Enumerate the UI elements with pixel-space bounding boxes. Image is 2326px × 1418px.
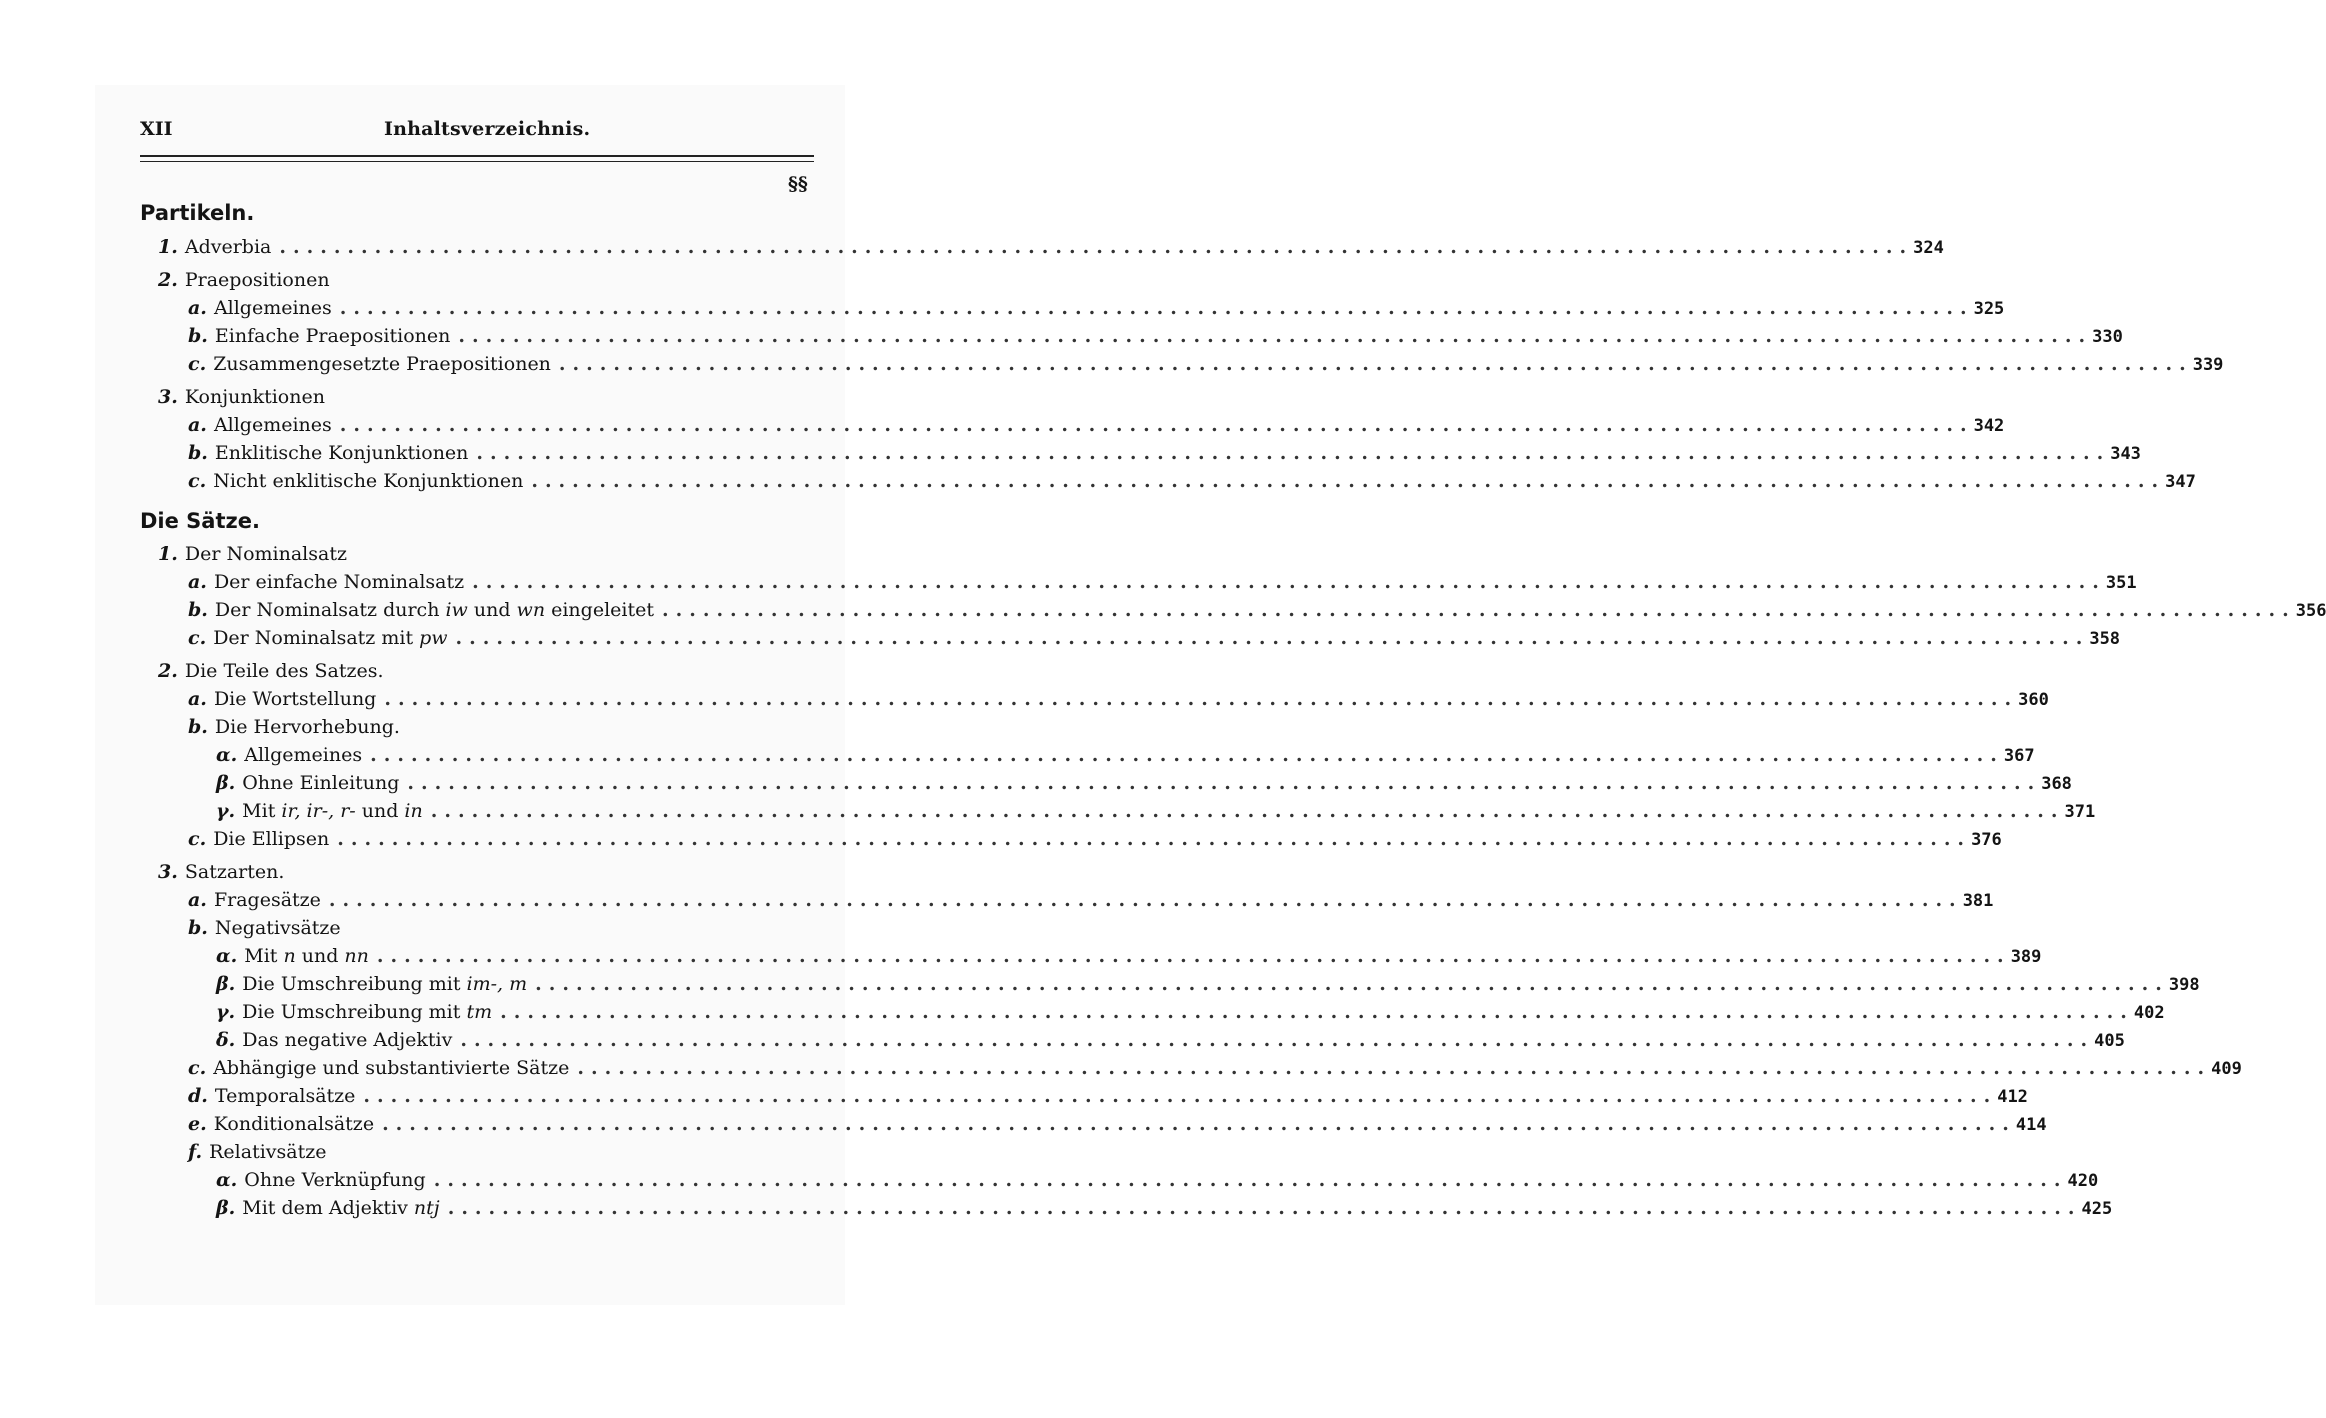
- toc-entry-label: 2.: [158, 660, 178, 682]
- section-title-saetze: Die Sätze.: [140, 509, 260, 533]
- leader-dots: ........................................................................................................................: [279, 236, 1914, 258]
- toc-entry: [158, 540, 818, 568]
- page-number: XII: [140, 118, 173, 140]
- toc-entry-page: 402: [2133, 1003, 2165, 1023]
- toc-entry: [188, 713, 818, 741]
- toc-entry-text: Relativsätze: [209, 1141, 327, 1163]
- leader-dots: ........................................................................................................................: [382, 1113, 2016, 1135]
- toc-entry: [216, 1166, 2099, 1194]
- toc-entry-page: 405: [2094, 1031, 2125, 1051]
- toc-entry: [188, 411, 2005, 439]
- toc-entry-text: Konjunktionen: [184, 386, 325, 408]
- toc-entry-text: Satzarten.: [184, 861, 285, 883]
- toc-entry-text: Allgemeines: [213, 414, 332, 436]
- leader-dots: ........................................................................................................................: [447, 1197, 2082, 1219]
- toc-entry: [188, 294, 2005, 322]
- toc-entry-page: 420: [2067, 1171, 2099, 1191]
- toc-entry-label: 1.: [158, 236, 178, 258]
- toc-entry-text: Die Wortstellung: [213, 688, 377, 710]
- toc-entry-text: Nicht enklitische Konjunktionen: [213, 470, 524, 492]
- toc-entry-page: 367: [2003, 746, 2035, 766]
- leader-dots: ........................................................................................................................: [472, 571, 2106, 593]
- toc-entry-label: b.: [188, 325, 208, 347]
- toc-entry-label: a.: [188, 297, 207, 319]
- toc-entry-label: 3.: [158, 386, 178, 408]
- leader-dots: ........................................................................................................................: [531, 470, 2166, 492]
- toc-entry-text: Negativsätze: [214, 917, 341, 939]
- toc-entry: [188, 1110, 2047, 1138]
- toc-entry: [216, 769, 2072, 797]
- leader-dots: ........................................................................................................................: [430, 800, 2065, 822]
- toc-entry-label: a.: [188, 571, 207, 593]
- toc-entry-text: Der Nominalsatz durch iw und wn eingeleitet: [214, 599, 654, 621]
- toc-entry-text: Die Hervorhebung.: [214, 716, 400, 738]
- toc-entry-label: γ.: [216, 1001, 236, 1023]
- toc-entry: [188, 596, 2326, 624]
- toc-entry-label: β.: [216, 1197, 236, 1219]
- toc-entry-label: α.: [216, 1169, 238, 1191]
- toc-entry-label: c.: [188, 470, 207, 492]
- toc-entry: [158, 266, 818, 294]
- toc-entry-text: Die Umschreibung mit tm: [242, 1001, 493, 1023]
- toc-entry-page: 343: [2110, 444, 2141, 464]
- toc-entry-label: b.: [188, 716, 208, 738]
- toc-entry-page: 339: [2192, 355, 2224, 375]
- toc-entry: [158, 657, 818, 685]
- toc-entry: [188, 350, 2224, 378]
- toc-entry-label: α.: [216, 945, 238, 967]
- toc-entry-page: 368: [2041, 774, 2072, 794]
- toc-entry-text: Praepositionen: [184, 269, 330, 291]
- leader-dots: ........................................................................................................................: [535, 973, 2169, 995]
- toc-entry: [188, 825, 2002, 853]
- toc-entry: [188, 914, 818, 942]
- toc-entry: [158, 233, 1944, 261]
- toc-entry-page: 414: [2015, 1115, 2047, 1135]
- toc-entry-text: Der Nominalsatz: [184, 543, 347, 565]
- toc-entry-text: Temporalsätze: [214, 1085, 356, 1107]
- toc-entry: [188, 1082, 2028, 1110]
- toc-entry-page: 360: [2018, 690, 2049, 710]
- leader-dots: ........................................................................................................................: [458, 325, 2093, 347]
- toc-entry-text: Adverbia: [184, 236, 272, 258]
- toc-entry-label: b.: [188, 442, 208, 464]
- toc-entry-label: a.: [188, 688, 207, 710]
- toc-entry: [188, 467, 2196, 495]
- leader-dots: ........................................................................................................................: [370, 744, 2004, 766]
- toc-entry-label: f.: [188, 1141, 203, 1163]
- toc-entry-label: b.: [188, 599, 208, 621]
- toc-entry-page: 342: [1973, 416, 2005, 436]
- toc-entry-page: 398: [2168, 975, 2200, 995]
- toc-entry-text: Die Umschreibung mit im-, m: [242, 973, 528, 995]
- toc-entry-text: Mit dem Adjektiv ntj: [242, 1197, 440, 1219]
- page-title: Inhaltsverzeichnis.: [384, 118, 591, 140]
- toc-entry-label: β.: [216, 973, 236, 995]
- toc-entry-page: 356: [2295, 601, 2326, 621]
- toc-entry-text: Einfache Praepositionen: [214, 325, 451, 347]
- toc-entry-label: 2.: [158, 269, 178, 291]
- leader-dots: ........................................................................................................................: [455, 627, 2090, 649]
- leader-dots: ........................................................................................................................: [339, 414, 1974, 436]
- toc-entry-label: e.: [188, 1113, 207, 1135]
- toc-entry-label: c.: [188, 627, 207, 649]
- toc-entry-label: β.: [216, 772, 236, 794]
- toc-entry: [216, 741, 2035, 769]
- leader-dots: ........................................................................................................................: [476, 442, 2111, 464]
- leader-dots: ........................................................................................................................: [337, 828, 1972, 850]
- toc-entry: [188, 624, 2121, 652]
- toc-entry-label: 1.: [158, 543, 178, 565]
- toc-entry-page: 371: [2064, 802, 2096, 822]
- toc-entry-text: Ohne Verknüpfung: [244, 1169, 426, 1191]
- toc-entry-page: 412: [1997, 1087, 2028, 1107]
- leader-dots: ........................................................................................................................: [376, 945, 2011, 967]
- toc-entry-label: c.: [188, 1057, 207, 1079]
- toc-entry-page: 409: [2211, 1059, 2242, 1079]
- toc-entry: [188, 886, 1994, 914]
- toc-entry-text: Allgemeines: [213, 297, 332, 319]
- leader-dots: ........................................................................................................................: [339, 297, 1974, 319]
- leader-dots: ........................................................................................................................: [328, 889, 1963, 911]
- toc-entry-label: α.: [216, 744, 238, 766]
- toc-entry-text: Ohne Einleitung: [242, 772, 400, 794]
- toc-entry: [188, 322, 2123, 350]
- toc-entry-text: Konditionalsätze: [213, 1113, 375, 1135]
- toc-entry: [216, 970, 2200, 998]
- toc-entry-label: a.: [188, 889, 207, 911]
- toc-entry: [216, 1194, 2113, 1222]
- section-sign-heading: §§: [788, 173, 808, 195]
- toc-entry-text: Abhängige und substantivierte Sätze: [213, 1057, 570, 1079]
- toc-entry-text: Fragesätze: [213, 889, 321, 911]
- toc-entry: [188, 568, 2137, 596]
- toc-entry-page: 358: [2089, 629, 2121, 649]
- leader-dots: ........................................................................................................................: [384, 688, 2019, 710]
- leader-dots: ........................................................................................................................: [500, 1001, 2134, 1023]
- toc-entry-label: a.: [188, 414, 207, 436]
- toc-entry: [216, 998, 2165, 1026]
- toc-entry: [188, 1054, 2242, 1082]
- toc-entry: [188, 439, 2141, 467]
- leader-dots: ........................................................................................................................: [460, 1029, 2095, 1051]
- toc-entry-page: 376: [1971, 830, 2002, 850]
- toc-entry-page: 351: [2105, 573, 2137, 593]
- toc-entry-page: 425: [2081, 1199, 2113, 1219]
- toc-entry: [158, 858, 818, 886]
- toc-entry-page: 347: [2165, 472, 2196, 492]
- toc-entry-page: 330: [2092, 327, 2123, 347]
- toc-entry-page: 381: [1962, 891, 1994, 911]
- toc-entry-page: 324: [1913, 238, 1944, 258]
- toc-entry: [188, 1138, 818, 1166]
- toc-entry-text: Zusammengesetzte Praepositionen: [213, 353, 551, 375]
- toc-entry-label: γ.: [216, 800, 236, 822]
- toc-entry-text: Das negative Adjektiv: [242, 1029, 453, 1051]
- toc-entry-label: δ.: [216, 1029, 236, 1051]
- leader-dots: ........................................................................................................................: [363, 1085, 1998, 1107]
- toc-entry-label: 3.: [158, 861, 178, 883]
- leader-dots: ........................................................................................................................: [433, 1169, 2068, 1191]
- toc-entry-label: d.: [188, 1085, 208, 1107]
- toc-entry-text: Mit ir, ir-, r- und in: [242, 800, 423, 822]
- toc-entry-text: Die Ellipsen: [213, 828, 330, 850]
- toc-entry-label: c.: [188, 828, 207, 850]
- toc-entry: [216, 797, 2096, 825]
- toc-entry-page: 325: [1973, 299, 2005, 319]
- section-title-partikeln: Partikeln.: [140, 201, 255, 225]
- toc-entry: [216, 1026, 2125, 1054]
- leader-dots: ........................................................................................................................: [661, 599, 2296, 621]
- leader-dots: ........................................................................................................................: [407, 772, 2042, 794]
- toc-entry-text: Der Nominalsatz mit pw: [213, 627, 448, 649]
- toc-entry-text: Die Teile des Satzes.: [184, 660, 384, 682]
- toc-entry-label: c.: [188, 353, 207, 375]
- toc-entry-text: Der einfache Nominalsatz: [213, 571, 465, 593]
- leader-dots: ........................................................................................................................: [577, 1057, 2212, 1079]
- leader-dots: ........................................................................................................................: [558, 353, 2193, 375]
- toc-entry: [158, 383, 818, 411]
- toc-entry-page: 389: [2010, 947, 2042, 967]
- toc-entry-text: Mit n und nn: [244, 945, 369, 967]
- toc-entry: [216, 942, 2042, 970]
- toc-entry-text: Enklitische Konjunktionen: [214, 442, 469, 464]
- toc-entry: [188, 685, 2049, 713]
- toc-entry-text: Allgemeines: [244, 744, 363, 766]
- toc-entry-label: b.: [188, 917, 208, 939]
